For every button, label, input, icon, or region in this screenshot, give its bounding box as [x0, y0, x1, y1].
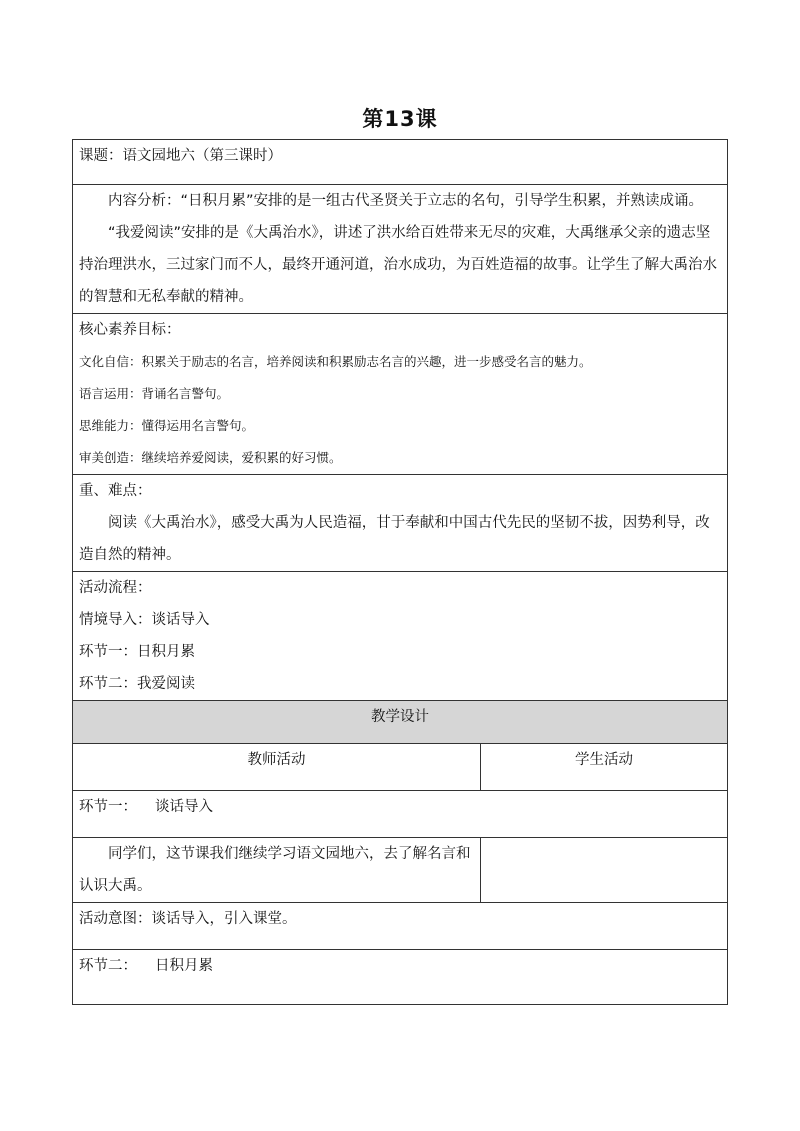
- topic-cell: 课题：语文园地六（第三课时）: [73, 140, 728, 185]
- step-2-title: 日积月累: [155, 958, 213, 974]
- teacher-activity-cell: [73, 838, 481, 903]
- step-1-cell: [73, 791, 728, 838]
- activity-flow-item: 情境导入：谈话导入: [79, 612, 210, 628]
- activity-flow-item: 环节二：我爱阅读: [79, 676, 195, 692]
- content-analysis-cell: [73, 185, 728, 314]
- student-activity-header: 学生活动: [481, 744, 728, 791]
- goals-cell: [73, 314, 728, 475]
- content-analysis-paragraph-2: “我爱阅读”安排的是《大禹治水》，讲述了洪水给百姓带来无尽的灾难，大禹继承父亲的遗志坚持治理洪水，三过家门而不人，最终开通河道，治水成功，为百姓造福的故事。让学生了解大禹治水的智慧和无私奉献的精神。: [79, 225, 717, 305]
- teacher-activity-row: [73, 838, 728, 903]
- goal-item: 语言运用：背诵名言警句。: [79, 386, 230, 401]
- teaching-design-heading: 教学设计: [73, 701, 728, 744]
- content-analysis-row: [73, 185, 728, 314]
- teacher-activity-header: 教师活动: [73, 744, 481, 791]
- activity-flow-heading: 活动流程：: [79, 580, 152, 596]
- teaching-design-row: [73, 701, 728, 744]
- goal-item: 审美创造：继续培养爱阅读，爱积累的好习惯。: [79, 450, 342, 465]
- page-title: 第13课: [362, 107, 438, 131]
- activity-columns-row: [73, 744, 728, 791]
- teacher-activity-text: 同学们，这节课我们继续学习语文园地六，去了解名言和认识大禹。: [79, 846, 471, 894]
- content-analysis-paragraph-1: 内容分析：“日积月累”安排的是一组古代圣贤关于立志的名句，引导学生积累，并熟读成诵。: [108, 193, 704, 209]
- activity-flow-cell: [73, 572, 728, 701]
- key-points-cell: [73, 475, 728, 572]
- step-1-label: 环节一：: [79, 799, 137, 815]
- step-2-row: [73, 950, 728, 1005]
- activity-flow-row: [73, 572, 728, 701]
- goals-row: [73, 314, 728, 475]
- lesson-plan-table: [72, 139, 728, 1005]
- goal-item: 文化自信：积累关于励志的名言，培养阅读和积累励志名言的兴趣，进一步感受名言的魅力。: [79, 354, 592, 369]
- key-points-row: [73, 475, 728, 572]
- step-1-title: 谈话导入: [155, 799, 213, 815]
- activity-flow-item: 环节一：日积月累: [79, 644, 195, 660]
- key-points-heading: 重、难点：: [79, 483, 152, 499]
- goal-item: 思维能力：懂得运用名言警句。: [79, 418, 255, 433]
- topic-row: [73, 140, 728, 185]
- key-points-text: 阅读《大禹治水》，感受大禹为人民造福，甘于奉献和中国古代先民的坚韧不拔，因势利导，改造自然的精神。: [79, 515, 710, 563]
- activity-intent-cell: 活动意图：谈话导入，引入课堂。: [73, 903, 728, 950]
- activity-intent-row: [73, 903, 728, 950]
- student-activity-cell: [481, 838, 728, 903]
- step-1-row: [73, 791, 728, 838]
- goals-heading: 核心素养目标：: [79, 322, 181, 338]
- step-2-cell: [73, 950, 728, 1005]
- step-2-label: 环节二：: [79, 958, 137, 974]
